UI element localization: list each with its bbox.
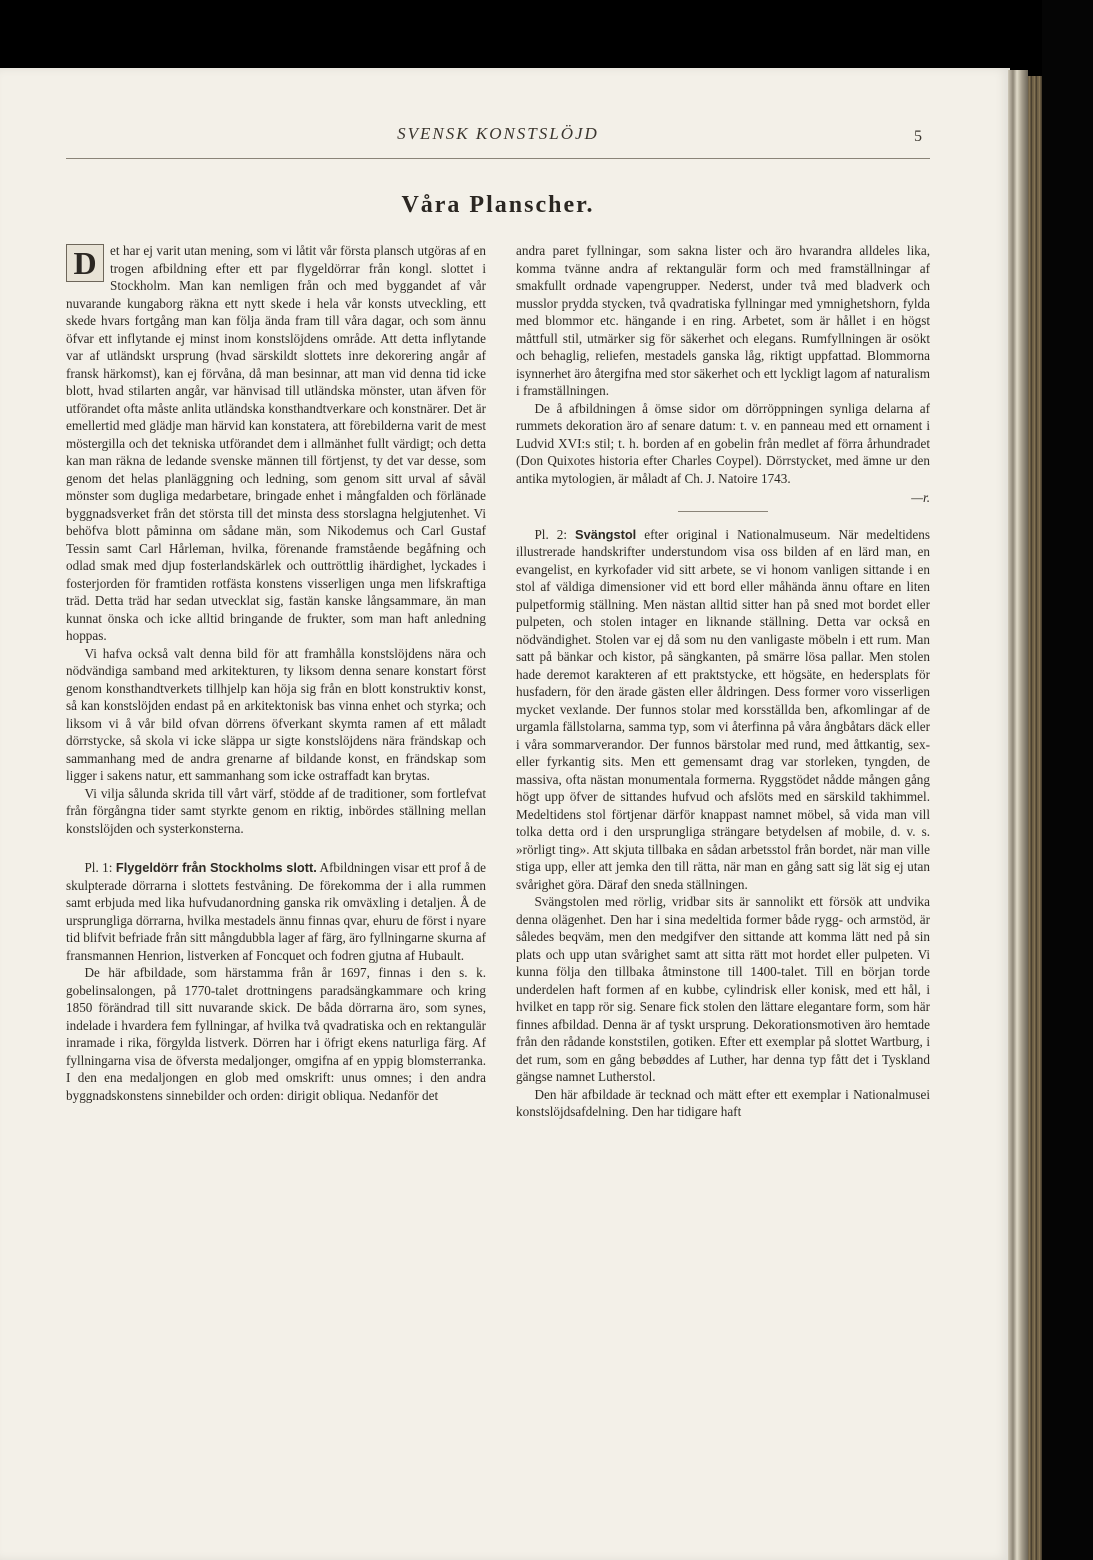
page-number: 5 — [914, 128, 922, 145]
plate-1-paragraph — [66, 859, 486, 964]
paragraph-traditions: Vi vilja sålunda skrida till vårt värf, stödde af de traditioner, som fortlefvat från förgångna tider samt styrkte genom en riktig, inbördes ställning mellan konstslöjden och systerkonsterna. — [66, 785, 486, 836]
page-edge — [1008, 70, 1028, 1560]
plate-1-prefix: Pl. 1: — [84, 860, 113, 875]
author-signature: —r. — [911, 490, 930, 505]
dropcap-letter: D — [66, 244, 104, 282]
paragraph-architecture: Vi hafva också valt denna bild för att framhålla konstslöjdens nära och nödvändiga samband med arkitekturen, ty liksom denna senare konstart först genom konsthandtverkets tillhjelp kan höja sig från en blott konstruktiv konst, så kan konstslöjden endast på en arkitektonisk bas vinna enhet och styrka; och liksom vi å vår bild ofvan dörrens öfverkant skymta ramen af ett måladt dörrstycke, så skola vi icke släppa ur sigte konstslöjdens nära frändskap och sammanhang med de andra grenarne af bildande konst, en frändskap som ligger i sakens natur, ett sammanhang som icke ostraffadt kan brytas. — [66, 645, 486, 783]
article-title: Våra Planscher. — [401, 192, 595, 218]
plate-1-paragraph-2: De här afbildade, som härstamma från år 1697, finnas i den s. k. gobelinsalongen, på 1770-talet drottningens paradsängkammare och kring 1850 förändrad till sitt nuvarande skick. De båda dörrarna äro, som synes, indelade i hvardera fem fyllningar, af hvilka två qvadratiska och en rektangulär inramade i rika, förgylda listverk. Dörren har i öfrigt ekens naturliga färg. Af fyllningarna visa de öfversta medaljonger, omgifna af en yppig blomsterranka. I den ena medaljongen en glob med omskrift: unus omnes; i den andra byggnadskonstens sinnebilder och orden: dirigit obliqua. Nedanför det — [66, 965, 486, 1103]
plate-2-paragraph-3: Den här afbildade är tecknad och mätt efter ett exemplar i Nationalmusei konstslöjdsafdelning. Den har tidigare haft — [516, 1086, 930, 1119]
book-leaves — [1028, 76, 1042, 1560]
plate-1-text: Afbildningen visar ett prof å de skulpterade dörrarna i slottets festvåning. De förekomma der i alla rummen samt erbjuda med lika hufvudanordning ganska rik omväxling i detaljen. Å de ursprungliga dörrarna, hvilka mestadels ännu finnas qvar, ehuru de först i nyare tid blifvit befriade från sitt mångdubbla lager af färg, äro fyllningarne skurna af fransmannen Henrion, listverken af Foncquet och fodren gjutna af Hubault. — [66, 860, 487, 963]
plate-2-text: efter original i Nationalmuseum. När medeltidens illustrerade handskrifter understundom visa oss bilden af en lärd man, en evangelist, en kyrkofader vid sitt arbete, se vi honom vanligen sittande i en stol af väldiga dimensioner vid ett bord eller måhända ännu oftare en liten pulpetformig ställning. Men nästan alltid sitter han på sned mot bordet eller pulpeten, och stolen intager en liknande ställning. Detta var också en nödvändighet. Stolen var ej då som nu den vanligaste möbeln i ett rum. Man satt på bänkar och kistor, på sängkanten, på smärre lösa pallar. Men stolen hade deremot karakteren af ett praktstycke, ett högsäte, en hedersplats för husfadern, för den ärade gästen eller åldringen. Dess former voro visserligen mycket vexlande. Der funnos stolar med korsställda ben, afkomlingar af de urgamla fällstolarna, samma typ, som vi återfinna på våra ångbåtars däck eller i våra sommarverandor. Der funnos bärstolar med rund, med åttkantig, sex- eller fyrkantig sits. Men ett gemensamt drag var storleken, tyngden, de massiva, ofta nästan monumentala formerna. Ryggstödet nådde mången gång högt upp öfver de sittandes hufvud och afslöts med en särskild takhimmel. Medeltidens stol förtjenar därför knappast namnet möbel, så vida man vill tolka detta ord i den ursprungliga strängare betydelsen af mobile, d. v. s. »rörligt ting». Att skjuta tillbaka en sådan arbetsstol från bordet, när man ville stiga upp, eller att jemka den till rätta, när man en gång satt sig lät sig ej utan svårighet göra. Däraf den sneda ställningen. — [516, 526, 930, 892]
intro-text: et har ej varit utan mening, som vi låtit vår första plansch utgöras af en trogen afbildning efter ett par flygeldörrar från kongl. slottet i Stockholm. Man kan nemligen från och med byggandet af vår nuvarande kungaborg räkna ett nytt skede i hela vår konsts utveckling, ett skede hvars fortgång man kan följa ända fram till våra dagar, och som ännu öfvar ett inflytande ej minst inom konstslöjdens område. Att detta inflytande var af utländskt ursprung (hvad särskildt slottets inre dekorering angår af fransk härkomst), kan ej förvåna, då man besinnar, att man vid denna tid icke blott, hvad stilarten angår, var hänvisad till utländska mönster, utan äfven för utförandet ofta måste anlita utländska konsthandtverkare och konstnärer. Det är emellertid med glädje man härvid kan konstatera, att förebilderna varit de mest möstergilla och det tekniska utförandet dem i allmänhet fullt värdigt; och detta kan man räkna de ledande svenske männen till förtjenst, ty det var desse, som genom det helas planläggning och ledning, som genom sitt urval af såväl mönster som dugliga medarbetare, bringade enhet i mångfalden och förlänade byggnadsverket från det största till det minsta dess storslagna helgjutenhet. Vi behöfva blott påminna om sådane män, som Nikodemus och Carl Gustaf Tessin samt Carl Hårleman, hvilka, förenande framstående begåfning och odlad smak med djup fosterlandskärlek och outtröttlig ihärdighet, lyckades i fosterjorden för framtiden rotfästa konstens visserligen unga men lifskraftiga träd. Detta träd har sedan utvecklat sig, fastän kanske långsammare, än man kunnat önska och icke alltid bringande de frukter, som man haft anledning hoppas. — [66, 243, 486, 643]
plate-2-paragraph-2: Svängstolen med rörlig, vridbar sits är sannolikt ett försök att undvika denna olägenhet. Den har i sina medeltida former både rygg- och armstöd, är således beqväm, men den medgifver den sittande att komma lätt ned på sin plats och upp utan svårighet samt att sitta rätt mot hordet eller pulpeten. Vi kunna följa den tillbaka åtminstone till 1400-talet. Till en början torde underdelen haft formen af en kubbe, cylindrisk eller konisk, med ett hål, i hvilket en tapp rör sig. Senare fick stolen den lättare elegantare form, som här finnes afbildad. Denna är af tyskt ursprung. Dekorationsmotiven äro hemtade från den rådande konststilen, gotiken. Efter ett exemplar på slottet Wartburg, i det rum, som en gång bebøddes af Luther, har denna typ fått det i Tyskland gängse namnet Lutherstol. — [516, 894, 930, 1084]
plate-1-decoration-paragraph: De å afbildningen å ömse sidor om dörröppningen synliga delarna af rummets dekoration äro af senare datum: t. v. en panneau med ett ornament i Ludvid XVI:s stil; t. h. borden af en gobelin från medlet af förra århundradet (Don Quixotes historia efter Charles Coypel). Dörrstycket, med ämne ur den antika mytologien, är måladt af Ch. J. Natoire 1743. — [516, 400, 930, 486]
running-header — [66, 124, 930, 159]
section-divider — [678, 511, 768, 512]
scan-background — [1042, 0, 1093, 1560]
left-column — [66, 242, 486, 1104]
plate-2-paragraph — [516, 526, 930, 894]
plate-2-label: Svängstol — [575, 526, 637, 542]
plate-2-prefix: Pl. 2: — [534, 526, 568, 542]
plate-1-continuation: andra paret fyllningar, som sakna lister och äro hvarandra alldeles lika, komma tvänne andra af rektangulär form och med framställningar af smakfullt ordnade vapengrupper. Nederst, under två med bladverk och musslor prydda stycken, två qvadratiska fyllningar med ymnighetshorn, fylda med blommor etc. hängande i en ring. Arbetet, som är hållet i en högst måttfull stil, utmärker sig för säkerhet och elegans. Rumfyllningen är osökt och behaglig, reliefen, mestadels ganska låg, riktigt uppfattad. Blommorna isynnerhet äro återgifna med stor säkerhet och ett lyckligt lagom af naturalism i framställningen. — [516, 243, 930, 398]
intro-paragraph — [66, 242, 486, 645]
running-title: SVENSK KONSTSLÖJD — [397, 124, 599, 143]
plate-1-label: Flygeldörr från Stockholms slott. — [115, 860, 317, 875]
right-column — [516, 242, 930, 1121]
